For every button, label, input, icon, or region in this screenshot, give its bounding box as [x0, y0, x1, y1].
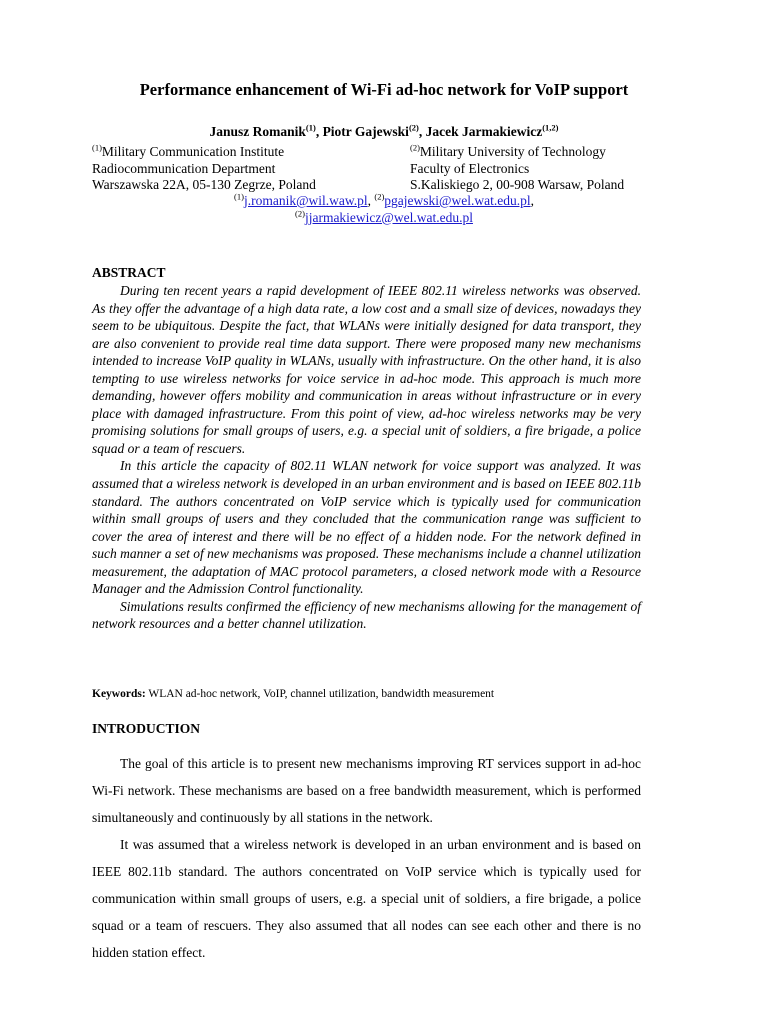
affiliation-left — [92, 144, 316, 194]
author-name: Piotr Gajewski — [322, 124, 409, 139]
author-affil-marker: (1,2) — [542, 122, 559, 133]
introduction-body — [92, 750, 641, 966]
affiliation-right — [410, 144, 624, 194]
abstract-paragraph: During ten recent years a rapid development of IEEE 802.11 wireless networks was observed. As they offer the advantage of a high data rate, a low cost and a small size of devices, nowadays they seem to be ubiquitous. Despite the fact, that WLANs were initially designed for data transport, they are also convenient to provide real time data support. There were proposed many new mechanisms intended to increase VoIP quality in WLANs, usually with infrastructure. On the other hand, it is also tempting to use wireless networks for voice service in ad-hoc mode. This approach is much more demanding, however offers mobility and communication in areas without infrastructure or in every place with damaged infrastructure. From this point of view, ad-hoc wireless networks may be very promising solutions for small groups of users, e.g. a special unit of soldiers, a fire brigade, a police squad or a team of rescuers. — [92, 283, 641, 456]
introduction-paragraph: It was assumed that a wireless network is developed in an urban environment and is based on IEEE 802.11b standard. The authors concentrated on VoIP service which is typically used for communication within small groups of users, e.g. a special unit of soldiers, a fire brigade, a police squad or a team of rescuers. They also assumed that all nodes can see each other and there is no hidden station effect. — [92, 837, 641, 960]
affil-line: Radiocommunication Department — [92, 160, 276, 176]
affil-line: Faculty of Electronics — [410, 160, 530, 176]
affil-line: Military University of Technology — [419, 144, 606, 159]
abstract-paragraph: Simulations results confirmed the efficiency of new mechanisms allowing for the management of network resources and a better channel utilization. — [92, 598, 641, 632]
abstract-body — [92, 282, 641, 633]
email-marker: (1) — [234, 191, 244, 202]
affil-marker: (2) — [410, 142, 420, 153]
email-link[interactable]: pgajewski@wel.wat.edu.pl — [384, 193, 531, 208]
author-name: Janusz Romanik — [209, 124, 306, 139]
affil-line: S.Kaliskiego 2, 00-908 Warsaw, Poland — [410, 177, 625, 192]
email-marker: (2) — [295, 208, 305, 218]
abstract-paragraph: In this article the capacity of 802.11 WLAN network for voice support was analyzed. It was assumed that a wireless network is developed in an urban environment and is based on IEEE 802.11b standard. The authors concentrated on VoIP service which is typically used for communication within small groups of users and they concluded that the communication range was sufficient to cover the area of interest and there will be no effect of a hidden node. For the network defined in such manner a set of new mechanisms was proposed. These mechanisms include a channel utilization measurement, the adaptation of MAC protocol parameters, a closed network mode with a Resource Manager and the Admission Control functionality. — [92, 458, 641, 597]
introduction-paragraph: The goal of this article is to present new mechanisms improving RT services support in ad-hoc Wi-Fi network. These mechanisms are based on a free bandwidth measurement, which is performed simultaneously and continuously by all stations in the network. — [92, 756, 641, 825]
introduction-heading: INTRODUCTION — [92, 721, 201, 736]
abstract-heading: ABSTRACT — [92, 265, 166, 280]
affil-line: Warszawska 22A, 05-130 Zegrze, Poland — [92, 177, 316, 192]
author-line: Janusz Romanik$^{(1)}$, Piotr Gajewski$^{(2)}$, Jacek Jarmakiewicz$^{(1,2)}$ — [209, 122, 559, 139]
affil-marker: (1) — [92, 142, 102, 153]
email-block: $^{(1)}$j.romanik@wil.waw.pl, $^{(2)}$pgajewski@wel.wat.edu.pl, $^{(2)}$jjarmakiewicz@wel.wat.edu.pl — [234, 191, 534, 225]
keywords-label: Keywords: — [92, 688, 146, 700]
email-link[interactable]: j.romanik@wil.waw.pl — [243, 193, 368, 208]
author-affil-marker: (2) — [408, 122, 419, 133]
affil-line: Military Communication Institute — [101, 144, 285, 159]
email-marker: (2) — [374, 191, 385, 202]
author-affil-marker: (1) — [305, 122, 316, 133]
paper-title: Performance enhancement of Wi-Fi ad-hoc network for VoIP support — [139, 80, 629, 99]
author-name: Jacek Jarmakiewicz — [425, 124, 543, 139]
email-link[interactable]: jjarmakiewicz@wel.wat.edu.pl — [304, 209, 473, 225]
keywords-text: WLAN ad-hoc network, VoIP, channel utilization, bandwidth measurement — [148, 688, 495, 700]
keywords-line — [92, 688, 494, 700]
